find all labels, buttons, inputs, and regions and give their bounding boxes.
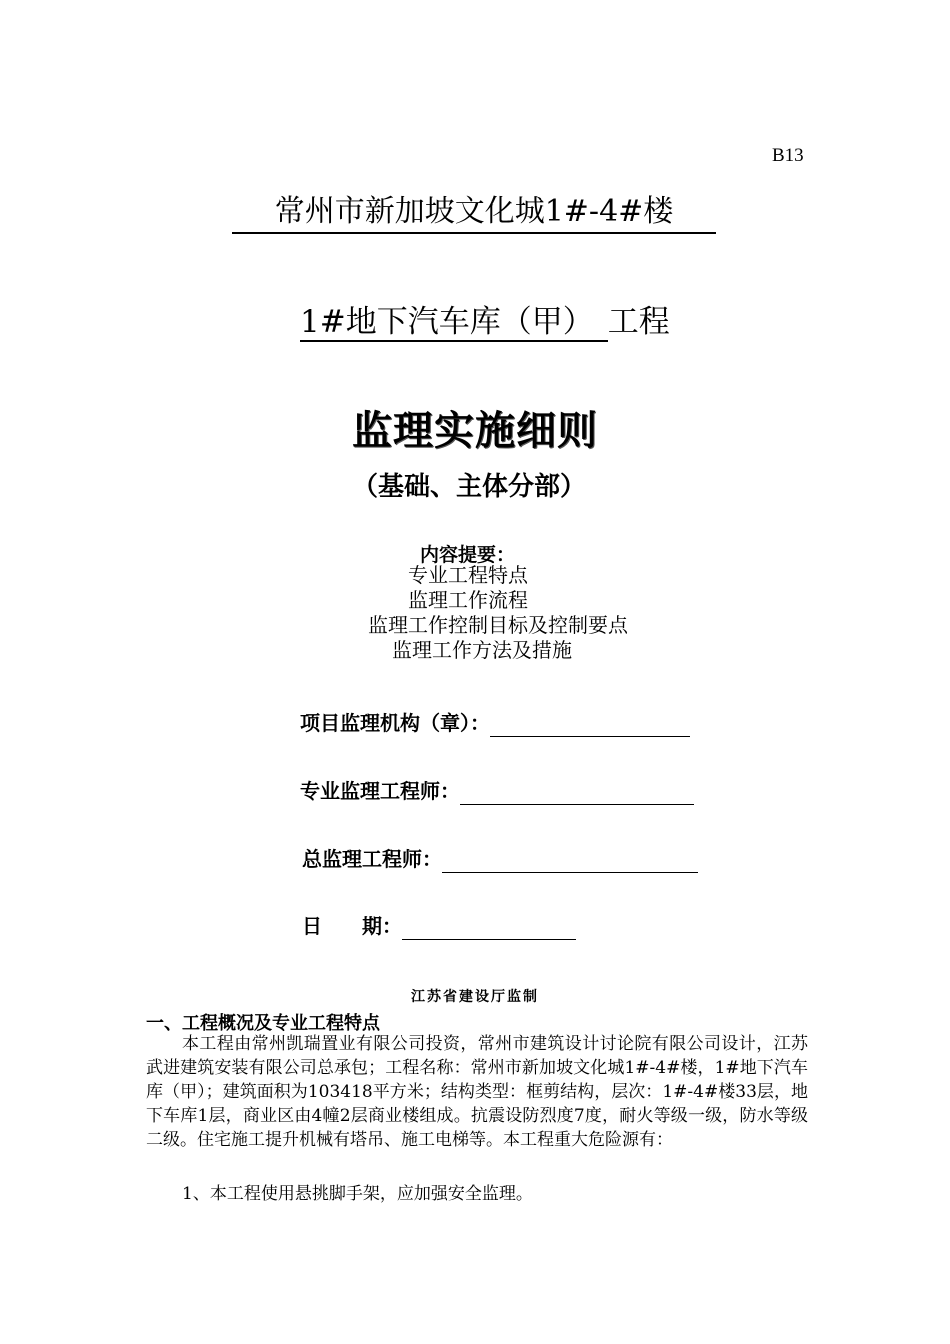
section-heading: 一、工程概况及专业工程特点: [146, 1013, 380, 1034]
signature-chief: [302, 845, 698, 873]
signature-date-label: 日 期：: [302, 914, 402, 938]
toc-item: 监理工作流程: [408, 588, 528, 612]
project-title-line2: [300, 302, 670, 342]
main-title: 监理实施细则: [352, 408, 598, 454]
signature-date: [302, 912, 576, 940]
signature-org-blank: [490, 714, 690, 737]
toc-item: 专业工程特点: [408, 563, 528, 587]
issuer: 江苏省建设厅监制: [411, 989, 539, 1005]
toc-item: 监理工作方法及措施: [392, 638, 572, 662]
signature-chief-label: 总监理工程师：: [302, 847, 442, 871]
project-title-line1: 常州市新加坡文化城1#-4#楼: [232, 192, 716, 234]
signature-engineer: [300, 777, 694, 805]
section-list-item: 1、本工程使用悬挑脚手架，应加强安全监理。: [182, 1184, 533, 1204]
signature-org-label: 项目监理机构（章）：: [300, 711, 490, 735]
project-title-underlined: 1#地下汽车库（甲）: [300, 304, 608, 342]
project-title-suffix: 工程: [607, 304, 670, 340]
signature-date-blank: [402, 917, 576, 940]
toc-item: 监理工作控制目标及控制要点: [368, 613, 628, 637]
toc-heading: 内容提要：: [420, 544, 516, 566]
signature-engineer-blank: [460, 782, 694, 805]
document-code: B13: [772, 145, 804, 166]
subtitle: （基础、主体分部）: [352, 472, 587, 502]
signature-engineer-label: 专业监理工程师：: [300, 779, 460, 803]
signature-chief-blank: [442, 850, 698, 873]
signature-org: [300, 709, 690, 737]
section-paragraph: 本工程由常州凯瑞置业有限公司投资，常州市建筑设计讨论院有限公司设计，江苏武进建筑安装有限公司总承包；工程名称：常州市新加坡文化城1#-4#楼，1#地下汽车库（甲）；建筑面积为103418平方米；结构类型：框剪结构，层次：1#-4#楼33层，地下车库1层，商业区由4幢2层商业楼组成。抗震设防烈度7度，耐火等级一级，防水等级二级。住宅施工提升机械有塔吊、施工电梯等。本工程重大危险源有：: [146, 1034, 808, 1150]
